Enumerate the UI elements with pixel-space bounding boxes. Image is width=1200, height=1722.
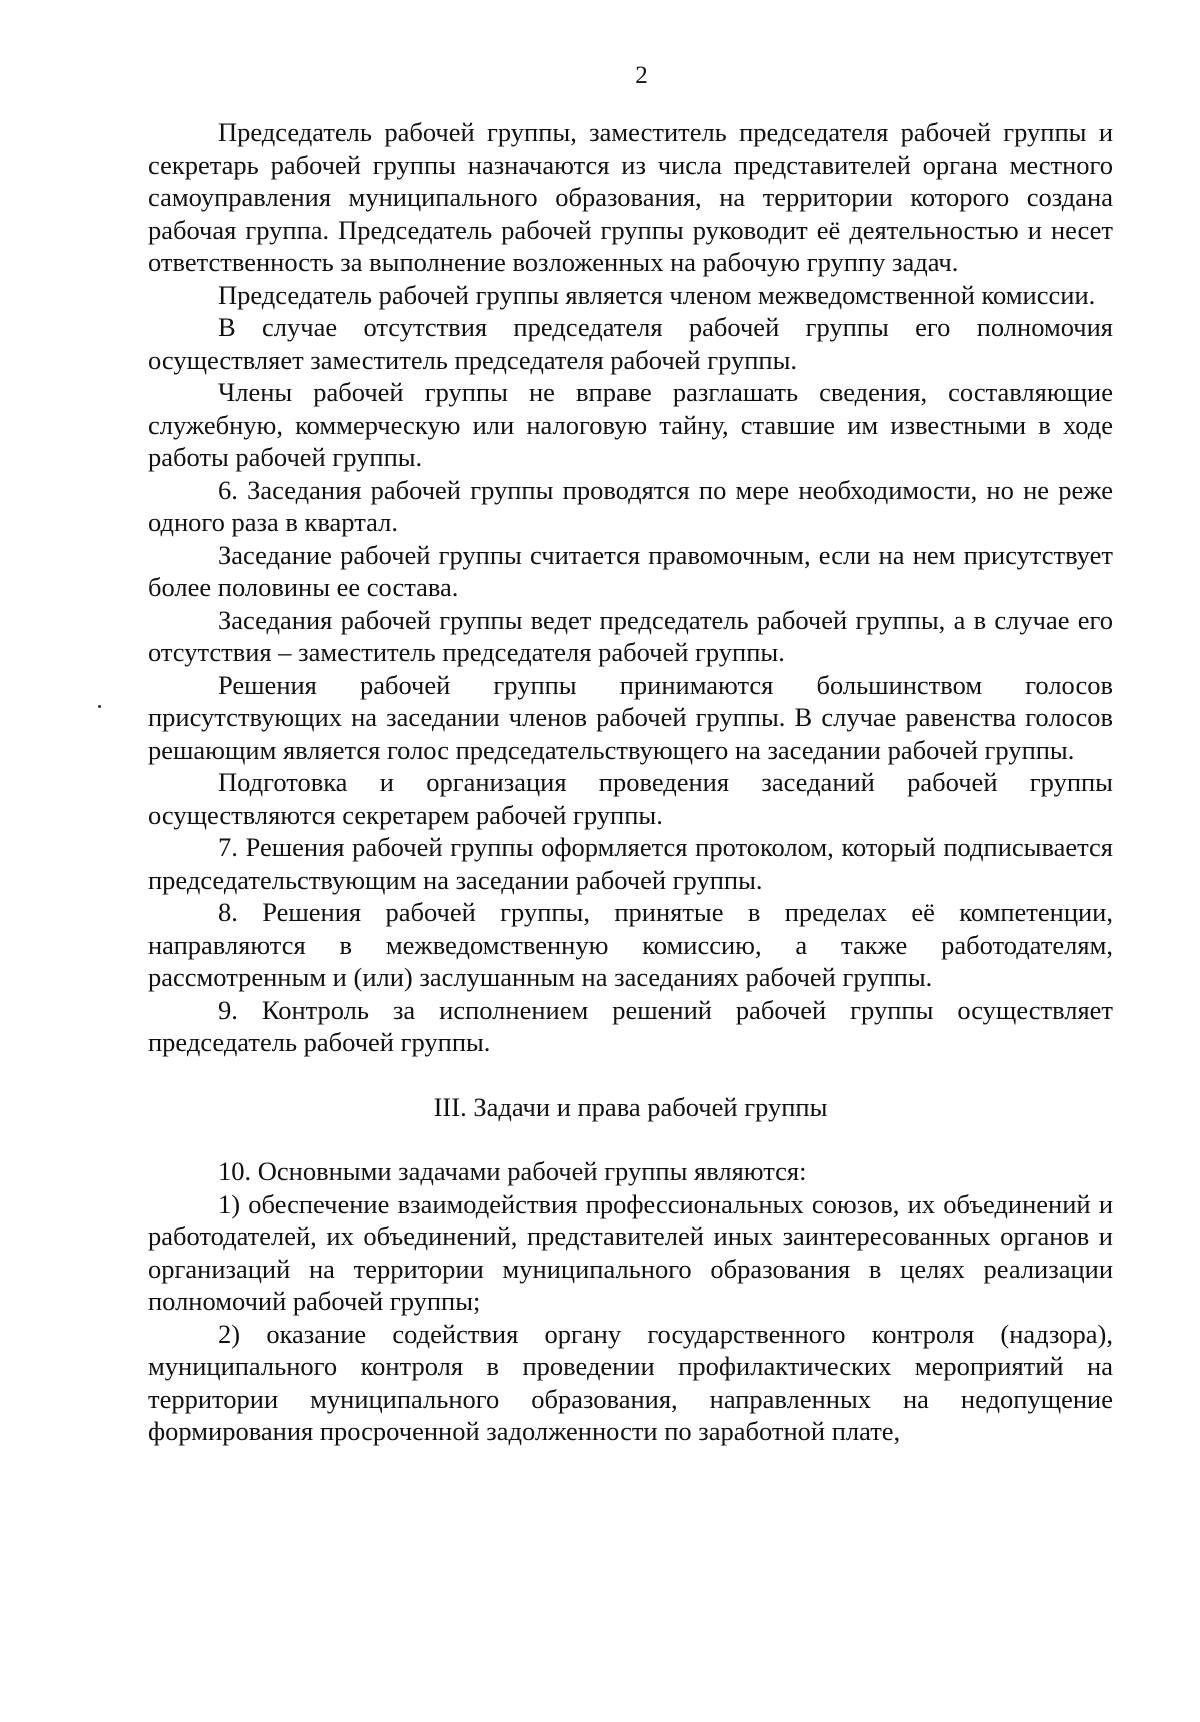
paragraph-chairman-member: Председатель рабочей группы является членом межведомственной комиссии.	[218, 279, 1096, 310]
paragraph-item-10: 10. Основными задачами рабочей группы являются:	[218, 1156, 807, 1186]
paragraph-chairman-appointment: Председатель рабочей группы, заместитель председателя рабочей группы и секретарь рабочей группы назначаются из числа представителей органа местного самоуправления муниципального образования, на территории которого создана рабочая группа. Председатель рабочей группы руководит её деятельностью и несет ответственность за выполнение возложенных на рабочую группу задач.	[148, 117, 1113, 277]
section-heading: III. Задачи и права рабочей группы	[433, 1091, 828, 1122]
scan-artifact-dot	[98, 705, 101, 708]
paragraph-quorum: Заседание рабочей группы считается правомочным, если на нем присутствует более половины ее состава.	[148, 539, 1113, 602]
paragraph-item-6: 6. Заседания рабочей группы проводятся по мере необходимости, но не реже одного раза в квартал.	[148, 474, 1113, 537]
paragraph-task-2: 2) оказание содействия органу государственного контроля (надзора), муниципального контроля в проведении профилактических мероприятий на территории муниципального образования, направленных на недопущение формирования просроченной задолженности по заработной плате,	[148, 1318, 1113, 1446]
paragraph-confidentiality: Члены рабочей группы не вправе разглашать сведения, составляющие служебную, коммерческую или налоговую тайну, ставшие им известными в ходе работы рабочей группы.	[148, 377, 1113, 472]
paragraph-item-9: 9. Контроль за исполнением решений рабочей группы осуществляет председатель рабочей группы.	[148, 994, 1113, 1057]
paragraph-decisions-voting: Решения рабочей группы принимаются большинством голосов присутствующих на заседании членов рабочей группы. В случае равенства голосов решающим является голос председательствующего на заседании рабочей группы.	[148, 669, 1113, 765]
page-number: 2	[635, 62, 648, 89]
paragraph-preparation: Подготовка и организация проведения заседаний рабочей группы осуществляются секретарем рабочей группы.	[148, 767, 1113, 830]
paragraph-item-8: 8. Решения рабочей группы, принятые в пределах её компетенции, направляются в межведомственную комиссию, а также работодателям, рассмотренным и (или) заслушанным на заседаниях рабочей группы.	[148, 897, 1113, 992]
paragraph-item-7: 7. Решения рабочей группы оформляется протоколом, который подписывается председательствующим на заседании рабочей группы.	[148, 832, 1113, 895]
paragraph-meeting-chair: Заседания рабочей группы ведет председатель рабочей группы, а в случае его отсутствия – заместитель председателя рабочей группы.	[148, 604, 1113, 667]
paragraph-task-1: 1) обеспечение взаимодействия профессиональных союзов, их объединений и работодателей, их объединений, представителей иных заинтересованных органов и организаций на территории муниципального образования в целях реализации полномочий рабочей группы;	[148, 1188, 1113, 1316]
paragraph-chairman-absence: В случае отсутствия председателя рабочей группы его полномочия осуществляет заместитель председателя рабочей группы.	[148, 312, 1113, 375]
document-body	[148, 116, 1113, 1448]
